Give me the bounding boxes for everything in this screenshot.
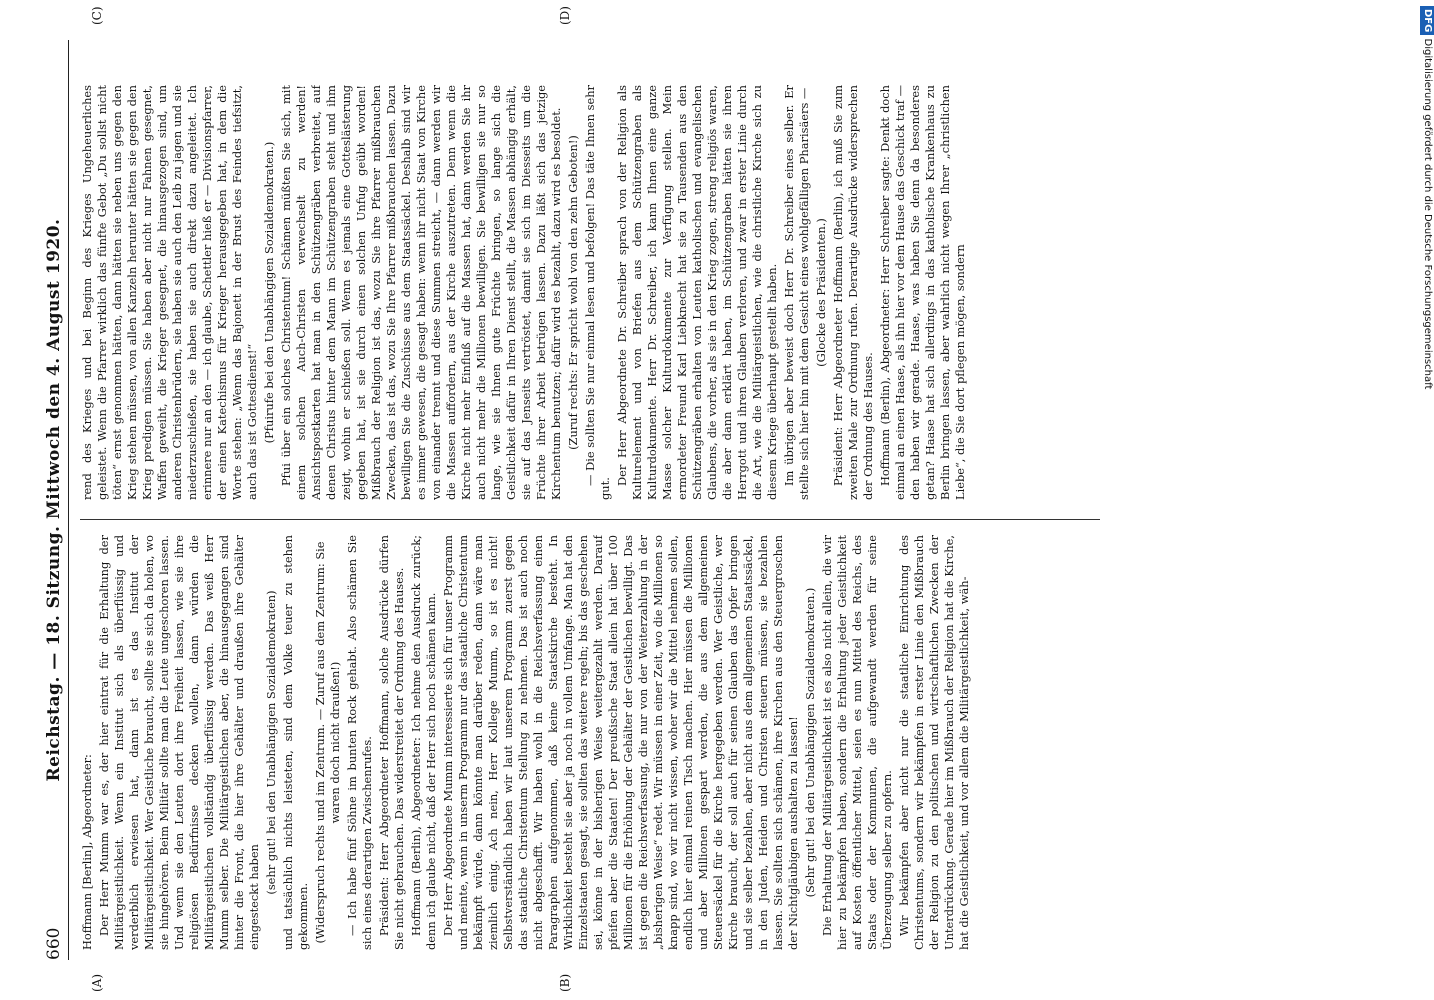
paragraph: und tatsächlich nichts leisteten, sind dem Volke teuer zu stehen gekommen. — [281, 535, 310, 950]
paragraph: Hoffmann [Berlin], Abgeordneter: — [80, 754, 94, 950]
page-header — [42, 40, 69, 960]
paragraph: Präsident: Herr Abgeordneter Hoffmann, solche Ausdrücke dürfen Sie nicht gebrauchen. Das widerstreitet der Ordnung des Hauses. — [377, 535, 406, 950]
page-title: Reichstag. — 18. Sitzung. Mittwoch den 4. August 1920. — [44, 218, 64, 782]
interjection: (Pfuirufe bei den Unabhängigen Sozialdemokraten.) — [262, 141, 276, 444]
margin-marker-b: (B) — [558, 973, 572, 992]
paragraph: Präsident: Herr Abgeordneter Hoffmann (Berlin), ich muß Sie zum zweiten Male zur Ordnung rufen. Derartige Ausdrücke widersprechen der Ordnung des Hauses. — [831, 85, 875, 500]
margin-marker-d: (D) — [558, 6, 572, 25]
paragraph: Die Erhaltung der Militärgeistlichkeit ist es also nicht allein, die wir hier zu bekämpfen haben, sondern die Erhaltung jeder Geistlichkeit auf Kosten öffentlicher Mittel, seien es nun Mittel des Reichs, des Staats oder der Kommunen, die aufgewandt werden für seine Überzeugung selber zu opfern. — [820, 535, 894, 950]
column-divider — [80, 519, 1100, 520]
interjection: (Zuruf rechts: Er spricht wohl von den zehn Geboten!) — [566, 135, 580, 450]
paragraph: Pfui über ein solches Christentum! Schämen müßten Sie sich, mit einem solchen Auch-Christen verwechselt zu werden! Ansichtspostkarten hat man in den Schützengräben verbreitet, auf denen Christus hinter dem Mann im Schützengraben steht und ihm zeigt, wohin er schießen soll. Wenn es jemals eine Gotteslästerung gegeben hat, ist sie durch einen solchen Unfug geübt worden! Mißbrauch der Religion ist das, wozu Sie ihre Pfarrer mißbrauchen Zwecken, das ist das, wozu Sie Ihre Pfarrer mißbrauchen lassen. Dazu bewilligen Sie die Zuschüsse aus dem Staatssäckel. Deshalb sind wir es immer gewesen, die gesagt haben: wenn ihr nicht Staat von Kirche von einander trennt und diese Summen streicht, — dann werden wir die Massen auffordern, aus der Kirche auszutreten. Denn wenn die Kirche nicht mehr Einfluß auf die Massen hat, dann werden Sie ihr auch nicht mehr die Millionen bewilligen. Sie bewilligen sie nur so lange, wie sie Ihnen gute Früchte bringen, so lange sich die Geistlichkeit dafür in Ihren Dienst stellt, die Massen abhängig erhält, sie auf das Jenseits vertröstet, damit sie sich im Diesseits um die Früchte ihrer Arbeit betrügen lassen. Dazu läßt sich das jetzige Kirchentum benutzen; dafür wird es bezahlt, dazu wird es besoldet. — [279, 85, 563, 500]
digitization-stamp — [1418, 6, 1434, 996]
interjection: (Widerspruch rechts und im Zentrum. — Zuruf aus dem Zentrum: Sie waren doch nicht draußen!) — [313, 541, 342, 944]
interjection: (sehr gut! bei den Unabhängigen Sozialdemokraten) — [264, 590, 278, 895]
paragraph: — Die sollten Sie nur einmal lesen und befolgen! Das täte Ihnen sehr gut. — [583, 85, 612, 500]
interjection: (Sehr gut! bei den Unabhängigen Sozialdemokraten.) — [803, 587, 817, 898]
digitization-stamp-wrapper — [1418, 6, 1434, 996]
paragraph: Hoffmann (Berlin), Abgeordneter: Ich nehme den Ausdruck zurück; denn ich glaube nicht, daß der Herr sich noch schämen kann. — [409, 535, 438, 950]
right-column — [80, 85, 1110, 500]
paragraph: Der Herr Abgeordnete Mumm interessierte sich für unser Programm und meinte, wenn in unserm Programm nur das staatliche Christentum bekämpft würde, dann könnte man darüber reden, dann wäre man ziemlich einig. Ach nein, Herr Kollege Mumm, so ist es nicht! Selbstverständlich haben wir laut unserem Programm zuerst gegen das staatliche Christentum Stellung zu nehmen. Das ist auch noch nicht abgeschafft. Wir haben wohl in die Reichsverfassung einen Paragraphen aufgenommen, daß keine Staatskirche besteht. In Wirklichkeit besteht sie aber ja noch in vollem Umfange. Man hat den Einzelstaaten gesagt, sie sollten das weitere regeln; bis das geschehen sei, könne in der bisherigen Weise weitergezahlt werden. Darauf pfeifen aber die Staaten! Der preußische Staat allein hat über 100 Millionen für die Erhöhung der Gehälter der Geistlichen bewilligt. Das ist gegen die Reichsverfassung, die nur von der Weiterzahlung in der „bisherigen Weise“ redet. Wir müssen in einer Zeit, wo die Millionen so knapp sind, wo wir nicht wissen, woher wir die Mittel nehmen sollen, endlich hier einmal reinen Tisch machen. Hier müssen die Millionen und aber Millionen gespart werden, die aus dem allgemeinen Steuersäckel für die Kirche hergegeben werden. Wer Geistliche, wer Kirche braucht, der soll auch für seinen Glauben das Opfer bringen und sie selber bezahlen, aber nicht aus dem allgemeinen Staatssäckel, in den Juden, Heiden und Christen steuern müssen, sie bezahlen lassen. Sie sollten sich schämen, ihre Kirchen aus den Steuergroschen der Nichtgläubigen aushalten zu lassen! — [441, 535, 800, 950]
paragraph: Wir bekämpfen aber nicht nur die staatliche Einrichtung des Christentums, sondern wir bekämpfen in erster Linie den Mißbrauch der Religion zu den politischen und wirtschaftlichen Zwecken der Unterdrückung. Gerade hier im Mißbrauch der Religion hat die Kirche, hat die Geistlichkeit, und vor allem die Militärgeistlichkeit, wäh- — [897, 535, 971, 950]
page-number: 660 — [44, 927, 64, 960]
interjection: (Glocke des Präsidenten.) — [814, 218, 828, 367]
paragraph: Im übrigen aber beweist doch Herr Dr. Schreiber eines selber. Er stellte sich hier hin mit dem Gesicht eines wohlgefälligen Pharisäers — — [782, 85, 811, 500]
paragraph: rend des Krieges und bei Beginn des Krieges Ungeheuerliches geleistet. Wenn die Pfarrer wirklich das fünfte Gebot „Du sollst nicht töten“ ernst genommen hätten, dann hätten sie neben uns gegen den Krieg stehen müssen, von allen Kanzeln herunter hätten sie gegen den Krieg predigen müssen. Sie haben aber nicht nur Fahnen gesegnet, Waffen geweiht, die Krieger gesegnet, die hinausgezogen sind, um anderen Christenbrüdern, sie haben sie auch den Leib zu jagen und sie niederzuschießen, sie haben sie auch direkt dazu angeleitet. Ich erinnere nur an den — ich glaube, Schettler hieß er — Divisionspfarrer, der einen Katechismus für Krieger herausgegeben hat, in dem die Worte stehen: „Wenn das Bajonett in der Brust des Feindes tiefsitzt, auch das ist Gottesdienst!“ — [80, 85, 259, 500]
paragraph: Hoffmann (Berlin), Abgeordneter: Herr Schreiber sagte: Denkt doch einmal an einen Haase, als ihn hier vor dem Hause das Geschick traf — den haben wir gerade. Haase, was haben Sie denn da besonderes getan? Haase hat sich allerdings in das katholische Krankenhaus zu Berlin bringen lassen, aber wahrlich nicht wegen Ihrer „christlichen Liebe“, die Sie dort pflegen mögen, sondern — [878, 85, 967, 500]
paragraph: — Ich habe fünf Söhne im bunten Rock gehabt. Also schämen Sie sich eines derartigen Zwischenrufes. — [345, 535, 374, 950]
paragraph: Der Herr Abgeordnete Dr. Schreiber sprach von der Religion als Kulturelement und von Briefen aus dem Schützengraben als Kulturdokumente. Herr Dr. Schreiber, ich kann Ihnen eine ganze Masse solcher Kulturdokumente zur Verfügung stellen. Mein ermordeter Freund Karl Liebknecht hat sie zu Tausenden aus den Schützengräben erhalten von Leuten katholischen und evangelischen Glaubens, die vorher, als sie in den Krieg zogen, streng religiös waren, die aber dann erklärt haben, im Schützengraben hätten sie ihren Herrgott und ihren Glauben verloren, und zwar in erster Linie durch die Art, wie die Militärgeistlichen, wie die christliche Kirche sich zu diesem Kriege überhaupt gestellt haben. — [615, 85, 779, 500]
margin-marker-a: (A) — [90, 973, 104, 992]
stamp-text: Digitalisierung gefördert durch die Deutsche Forschungsgemeinschaft — [1422, 38, 1433, 390]
left-column — [80, 535, 1110, 950]
paragraph: Der Herr Mumm war es, der hier eintrat für die Erhaltung der Militärgeistlichkeit. Wenn ein Institut sich als überflüssig und verderblich erwiesen hat, dann ist es das Institut der Militärgeistlichkeit. Wer Geistliche braucht, sollte sie sich da holen, wo sie hingehören. Beim Militär sollte man die Leute ungeschoren lassen. Und wenn sie den Leuten dort ihre Freiheit lassen, wie sie ihre religiösen Bedürfnisse decken wollen, dann würden die Militärgeistlichen vollständig überflüssig werden. Das weiß Herr Mumm selber. Die Militärgeistlichen aber, die hinausgegangen sind hinter die Front, die hier ihre Gehälter und draußen ihre Gehälter eingesteckt haben — [97, 535, 261, 950]
margin-marker-c: (C) — [90, 6, 104, 25]
dfg-logo: DFG — [1420, 6, 1434, 35]
